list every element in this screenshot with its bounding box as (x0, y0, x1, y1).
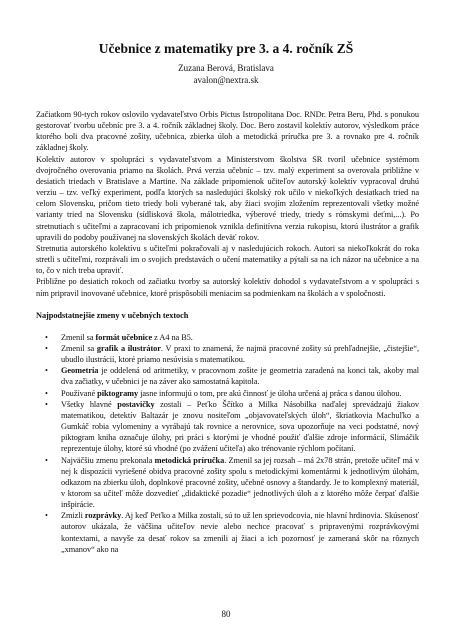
author-email: avalon@nextra.sk (193, 75, 259, 85)
article-body (36, 109, 419, 555)
bullet-icon: • (45, 455, 48, 465)
list-item: • Zmenil sa formát učebnice z A4 na B5. (45, 332, 193, 342)
bullet-icon: • (45, 332, 48, 342)
list-item: • Zmenil sa grafik a ilustrátor. V praxi to znamená, že najmä pracovné zošity sú prehľadnejšie, „čistejšie“, ubudlo ilustrácií, ktoré priamo nesúvisia s matematikou. (45, 343, 419, 365)
list-item: • Používané piktogramy jasne informujú o tom, pre akú činnosť je úloha určená aj práca s danou úlohou. (45, 388, 402, 398)
bullet-icon: • (45, 511, 48, 521)
bullet-icon: • (45, 388, 48, 398)
paragraph-meetings: Stretnutia autorského kolektívu s učiteľmi pokračovali aj v nasledujúcich rokoch. Autori sa niekoľkokrát do roka stretli s učiteľmi, rozprávali im o svojich predstavách o učení matematiky a pýtali sa na ich názor na učebnice a na to, čo v nich treba upraviť. (36, 243, 419, 276)
paragraph-innovation: Približne po desiatich rokoch od začiatku tvorby sa autorský kolektív dohodol s vydavateľstvom a v spolupráci s ním pripravil inovované učebnice, ktoré prispôsobili meniacim sa podmienkam na školách a v spoločnosti. (36, 277, 419, 298)
page-number: 80 (221, 609, 231, 619)
list-item: • Geometria je oddelená od aritmetiky, v pracovnom zošite je geometria zaradená na konci tak, akoby mal dva začiatky, v učebnici je na záver ako samostatná kapitola. (45, 366, 419, 387)
bullet-icon: • (45, 343, 48, 353)
list-item: • Najväčšiu zmenu prekonala metodická príručka. Zmenil sa jej rozsah – má 2x78 strán, pretože učiteľ má v nej k dispozícii vyriešené obidva pracovné zošity spolu s metodickými komentármi k jednotlivým úlohám, odkazom na zbierku úloh, doplnkové pracovné zošity, učebné osnovy a štandardy. Je to komplexný materiál, v ktorom sa učiteľ môže dozvedieť „didaktické pozadie“ jednotlivých úloh a z ktorého môže čerpať ďalšie inšpirácie. (45, 455, 419, 510)
list-item: • Zmizli rozprávky. Aj keď Peťko a Milka zostali, sú to už len sprievodcovia, nie hlavní hrdinovia. Skúsenosť autorov ukázala, že väčšina učiteľov nevie alebo nechce pracovať s pripravenými rozprávkovými kontextami, a navyše za desať rokov sa zmenili aj žiaci a ich pozornosť je zameraná skôr na rôznych „xmanov“ ako na (45, 511, 419, 554)
bullet-icon: • (45, 399, 48, 409)
article-title: Učebnice z matematiky pre 3. a 4. ročník ZŠ (98, 41, 354, 56)
section-heading: Najpodstatnejšie zmeny v učebných textoch (36, 310, 189, 320)
paragraph-experiment: Kolektív autorov v spolupráci s vydavateľstvom a Ministerstvom školstva SR tvoril učebnice systémom dvojročného overovania priamo na školách. Prvá verzia učebníc – tzv. malý experiment sa overovala približne v desiatich triedach v Bratislave a Martine. Na základe pripomienok učiteľov autorský kolektív vypracoval druhú verziu – tzv. veľký experiment, podľa ktorých sa nasledujúci školský rok učilo v niekoľkých desiatkach tried na celom Slovensku, pričom tieto triedy boli vyberané tak, aby žiaci svojím zložením reprezentovali všetky možné varianty tried na Slovensku (sídlisková škola, málotriedka, výberové triedy, triedy s rómskymi deťmi,...). Po stretnutiach s učiteľmi a zapracovaní ich pripomienok vznikla definitívna verzia rukopisu, ktorú ilustrátor a grafik upravili do podoby používanej na slovenských školách deväť rokov. (36, 154, 419, 242)
changes-list (36, 332, 419, 555)
author-line: Zuzana Berová, Bratislava (178, 63, 274, 73)
bullet-icon: • (45, 366, 48, 376)
paragraph-intro: Začiatkom 90-tych rokov oslovilo vydavateľstvo Orbis Pictus Istropolitana Doc. RNDr. Petra Beru, Phd. s ponukou gestorovať tvorbu učebníc pre 3. a 4. ročník základnej školy. Doc. Bero zostavil kolektív autorov, výsledkom práce ktorého boli dva pracovné zošity, učebnica, zbierka úloh a metodická príručka pre 3. a rovnako pre 4. ročník základnej školy. (36, 110, 419, 153)
list-item: • Všetky hlavné postavičky zostali – Peťko Ščítko a Milka Násobilka naďalej sprevádzajú žiakov matematikou, detektív Baltazár je znovu nositeľom „objavovateľských úloh“, škriatkovia Machuľko a Gumkáč robia vylomeniny a vyrábajú tak rovnice a nerovnice, sova upozorňuje na veci podstatné, nový piktogram kniha označuje úlohy, pri práci s ktorými je vhodné použiť ďalšie zdroje informácií, Slimáčik reprezentuje úlohy, ktoré sú vhodné (po zvážení učiteľa) ako trénovanie rýchlom počítaní. (45, 399, 419, 454)
